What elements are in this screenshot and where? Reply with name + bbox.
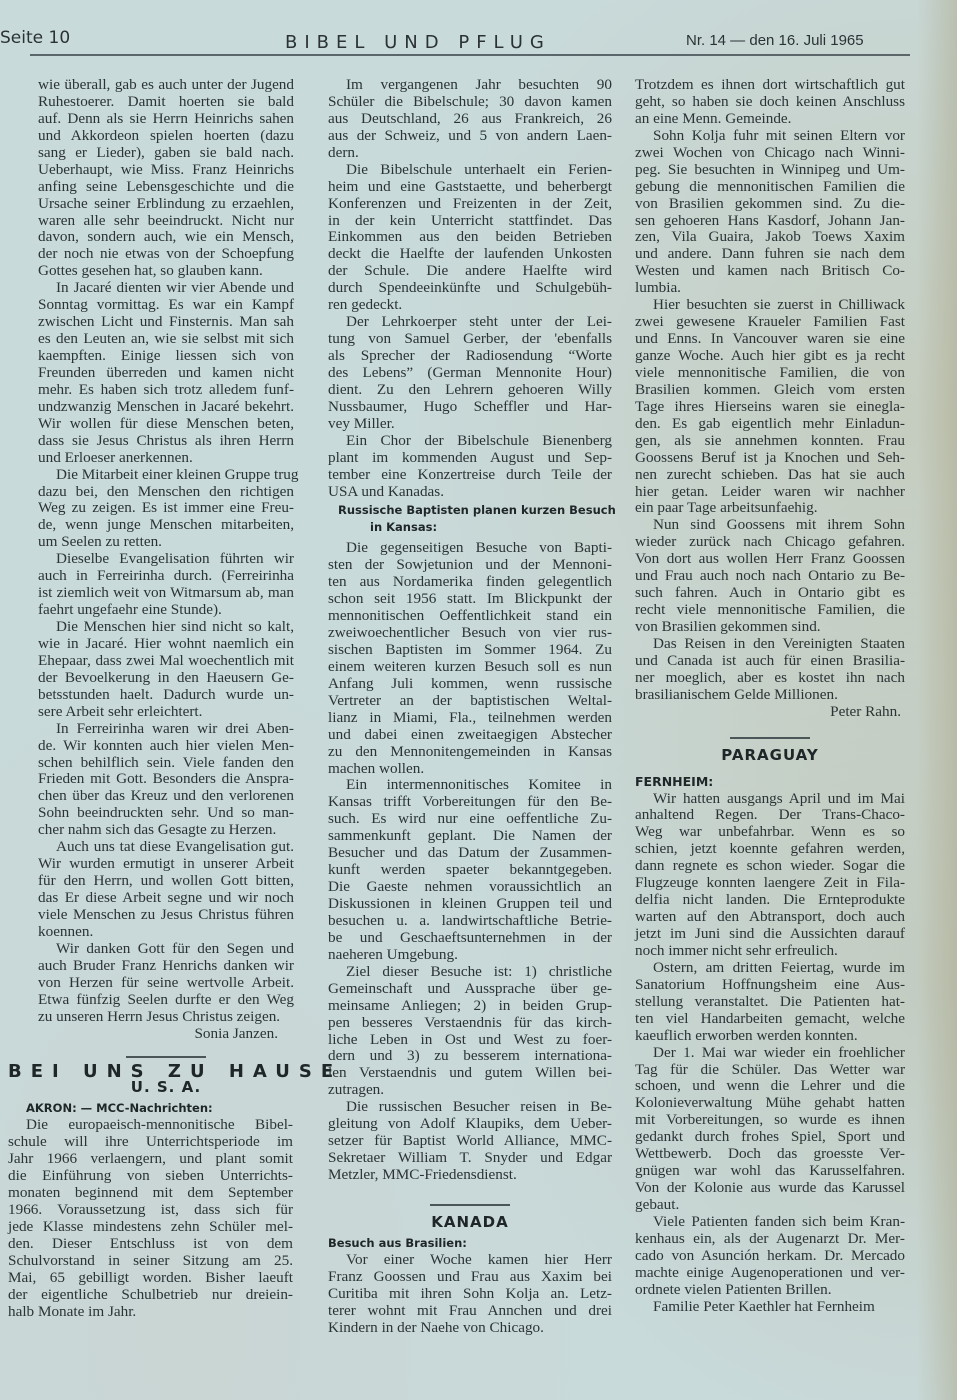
text-line: des Lebens” (German Mennonite Hour) — [328, 363, 612, 381]
text-line: Konferenzen und Freizenten in der Zeit, — [328, 194, 612, 212]
text-line: Trotzdem es ihnen dort wirtschaftlich gut — [635, 76, 905, 93]
text-line: cado von Asunción herkam. Dr. Mercado — [635, 1246, 905, 1264]
text-line: dern und 3) zu besserem internationa- — [328, 1047, 612, 1065]
text-line: setzer für Baptist World Alliance, MMC- — [328, 1132, 612, 1150]
text-line: Weg war unbefahrbar. Wenn es so — [635, 823, 905, 841]
text-line: Metzler, MMC-Friedensdienst. — [328, 1166, 517, 1184]
text-line: undzwanzig Menschen in Jacaré bekehrt. — [38, 397, 294, 415]
text-line: um Seelen zu retten. — [38, 533, 162, 551]
text-line: kaeuflich erworben werden konnten. — [635, 1026, 858, 1044]
text-line: be und Geschaeftsunternehmen in der — [328, 928, 612, 946]
text-line: lianz in Miami, Fla., teilnehmen werden — [328, 708, 612, 726]
text-line: noch immer nicht sehr erfreulich. — [635, 941, 838, 959]
text-line: Nussbaumer, Hugo Scheffler und Har- — [328, 397, 612, 415]
text-line: auf. Denn als sie Herrn Heinrichs sahen — [38, 109, 294, 127]
text-line: sammenkunft geplant. Die Namen der — [328, 827, 612, 845]
subhead-besuch-aus-brasilien: Besuch aus Brasilien: — [328, 1235, 467, 1250]
text-line: anhaltend Regen. Der Trans-Chaco- — [635, 806, 905, 824]
text-line: ordnete vielen Patienten Brillen. — [635, 1280, 832, 1298]
text-line: ein paar Tage arbeitsunfaehig. — [635, 499, 818, 517]
text-line: Franz Goossen und Frau aus Xaxim bei — [328, 1267, 612, 1285]
section-subtitle-usa: U. S. A. — [130, 1078, 202, 1097]
text-line: schule will ihre Unterrichtsperiode im — [8, 1133, 293, 1151]
section-title-bei-uns-zu-hause: BEI UNS ZU HAUSE — [8, 1061, 343, 1083]
text-line: ner moeglich, aber es kostet ihn nach — [635, 668, 905, 686]
text-line: zwei gewesene Kraueler Familien Fast — [635, 313, 905, 331]
text-line: machte einige Augenoperationen und ver- — [635, 1263, 905, 1281]
text-line: Familie Peter Kaethler hat Fernheim — [653, 1297, 875, 1315]
text-line: gedankt durch frohes Spiel, Sport und — [635, 1128, 905, 1146]
text-line: und Frau auch noch nach Ontario zu Be- — [635, 567, 905, 585]
text-line: Flugzeuge konnten laengere Zeit in Fila- — [635, 874, 905, 892]
text-line: ten aus Nordamerika finden gelegentlich — [328, 573, 612, 591]
text-line: delfia nicht landen. Die Ernteprodukte — [635, 891, 905, 909]
text-line: Frieden mit Gott. Besonders die Anspra- — [38, 770, 294, 788]
text-line: kaempften. Einige liessen sich von — [38, 347, 294, 364]
text-line: Ziel dieser Besuche ist: 1) christliche — [346, 962, 612, 980]
text-line: kunft werden spaeter bekanntgegeben. — [328, 861, 612, 879]
text-line: als Sprecher der Radiosendung “Worte — [328, 347, 612, 364]
text-line: de, wenn junge Menschen mitarbeiten, — [38, 516, 294, 534]
text-line: peg. Sie besuchten in Winnipeg und Um- — [635, 160, 905, 178]
text-line: machen wollen. — [328, 759, 425, 777]
text-line: schon seit 1956 statt. Im Blickpunkt der — [328, 590, 612, 608]
text-line: Brasilien kommen. Gleich vom ersten — [635, 380, 905, 398]
text-line: Kolonieverwaltung Mühe gehabt hatten — [635, 1094, 905, 1112]
text-line: Ehepaar, dass zwei Mal woechentlich mit — [38, 651, 294, 669]
text-line: davon, sondern auch, wie ein Mensch, — [38, 228, 294, 246]
text-line: lumbia. — [635, 279, 681, 297]
text-line: Die Menschen hier sind nicht so kalt, — [56, 618, 294, 635]
text-line: schien, jetzt koennte gefahren werden, — [635, 840, 905, 858]
text-line: geht, so haben sie doch keinen Anschluss — [635, 92, 905, 110]
text-line: Hier besuchten sie zuerst in Chilliwack — [653, 296, 905, 314]
text-line: Sekretaer William T. Snyder und Edgar — [328, 1149, 612, 1167]
text-line: Schulvorstand in seiner Sitzung am 25. — [8, 1251, 293, 1269]
text-line: USA und Kanadas. — [328, 482, 445, 500]
text-line: such. Es wird nur eine oeffentliche Zu- — [328, 810, 612, 828]
text-line: und Erloeser anerkennen. — [38, 448, 193, 466]
text-line: Wir hatten ausgangs April und im Mai — [653, 789, 905, 807]
text-line: Gemeinschaft und Aussprache über ge- — [328, 979, 612, 997]
text-line: Anfang Juli kommen, wenn russische — [328, 674, 612, 692]
text-line: zu unseren Herrn Jesus Christus zeigen. — [38, 1007, 281, 1025]
page-number: Seite 10 — [0, 28, 71, 48]
text-line: Diskussionen in kleinen Gruppen teil und — [328, 895, 612, 913]
text-line: 1966. Voraussetzung ist, dass sich für — [8, 1200, 293, 1218]
text-line: Dieselbe Evangelisation führten wir — [56, 550, 294, 568]
text-line: gleitung von Adolf Klaupiks, dem Ueber- — [328, 1115, 612, 1133]
section-separator — [730, 737, 810, 739]
text-line: Die russischen Besucher reisen in Be- — [346, 1098, 612, 1116]
text-line: sischen Baptisten im Sommer 1964. Zu — [328, 640, 612, 658]
page-header — [0, 24, 957, 64]
text-line: Tag für die Schüler. Das Wetter war — [635, 1060, 905, 1078]
text-line: auch in Ferreirinha durch. (Ferreirinha — [38, 567, 294, 585]
text-line: wie in Jacaré. Hier wohnt naemlich ein — [38, 634, 294, 652]
text-line: gebung die mennonitischen Familien die — [635, 177, 905, 195]
text-line: Der Lehrkoerper steht unter der Lei- — [346, 313, 612, 331]
text-line: zweiwoechentlicher Besuch von vier rus- — [328, 624, 612, 642]
text-line: faehrt ungefaehr eine Stunde). — [38, 601, 222, 619]
left-column — [8, 76, 343, 1321]
text-line: Tage ihres Hierseins waren sie einegla- — [635, 397, 905, 415]
text-line: wie überall, gab es auch unter der Jugend — [38, 76, 294, 93]
section-separator — [126, 1056, 206, 1058]
text-line: cher nahm sich das Gesagte zu Herzen. — [38, 821, 277, 839]
text-line: gebaut. — [635, 1196, 680, 1214]
text-line: zen, Vila Guaira, Jakob Toews Xaxim — [635, 228, 905, 246]
section-separator — [430, 1204, 510, 1206]
text-line: warten auf den Abtransport, doch auch — [635, 908, 905, 926]
text-line: Mai, 65 gebilligt worden. Bisher laeuft — [8, 1268, 293, 1286]
text-line: mehr. Es haben sich trotz alledem funf- — [38, 380, 294, 398]
text-line: Sonntag vormittag. Es war ein Kampf — [38, 296, 294, 314]
text-line: Kansas trifft Vorbereitungen für den Be- — [328, 793, 612, 811]
text-line: und Akkordeon spielen hoerten (dazu — [38, 126, 294, 144]
text-line: Etwa fünfzig Seelen durfte er den Weg — [38, 990, 294, 1008]
text-line: zutragen. — [328, 1081, 385, 1099]
text-line: durch Spendeeinkünfte und Schulgebüh- — [328, 279, 612, 297]
text-line: viele mennonitische Familien, die von — [635, 363, 905, 381]
text-line: sen gehoeren Hans Kasdorf, Johann Jan- — [635, 211, 905, 229]
text-line: heim und eine Gaststaette, und beherbergt — [328, 177, 612, 195]
text-line: Nun sind Goossens mit ihrem Sohn — [653, 516, 905, 534]
text-line: tember eine Konzertreise durch Teile der — [328, 465, 612, 483]
text-line: in der kein Unterricht stattfindet. Das — [328, 211, 612, 229]
text-line: zu den Mennonitengemeinden in Kansas — [328, 742, 612, 760]
text-line: Vertreter an der baptistischen Weltal- — [328, 691, 612, 709]
text-line: Von der Kolonie aus wurde das Karussel — [635, 1179, 905, 1197]
text-line: von Brasilien gekommen sind. Zu die- — [635, 194, 905, 212]
text-line: jede Klasse mindestens zehn Schüler mel- — [8, 1217, 293, 1235]
text-line: einem weiteren kurzen Besuch soll es nun — [328, 657, 612, 675]
text-line: für den Herrn, und wollen Gott bitten, — [38, 872, 294, 890]
text-line: ist ziemlich weit von Witmarsum ab, man — [38, 584, 294, 602]
subhead-fernheim: FERNHEIM: — [635, 773, 714, 789]
text-line: schen behilflich sein. Viele fanden den — [38, 753, 294, 771]
text-line: halb Monate im Jahr. — [8, 1302, 137, 1320]
text-line: Jahr 1966 verlaengern, und plant somit — [8, 1150, 293, 1168]
text-line: viele Menschen zu Jesus Christus führen — [38, 905, 294, 923]
akron-article-body — [8, 1117, 293, 1320]
text-line: an eine Menn. Gemeinde. — [635, 109, 792, 127]
middle-column — [328, 76, 616, 1337]
text-line: de. Wir konnten auch hier vielen Men- — [38, 736, 294, 754]
text-line: kenhaus ein, als der Augenarzt Dr. Mer- — [635, 1229, 905, 1247]
text-line: Wir danken Gott für den Segen und — [56, 939, 294, 957]
text-line: die Einführung von sieben Unterrichts- — [8, 1167, 293, 1185]
text-line: koennen. — [38, 922, 94, 940]
text-line: Sanatorium Hoffnungsheim eine Aus- — [635, 975, 905, 993]
text-line: Sohn Kolja fuhr mit seinen Eltern vor — [653, 126, 905, 144]
text-line: jetzt im Juni sind die Aussichten darauf — [635, 925, 905, 943]
text-line: In Ferreirinha waren wir drei Aben- — [56, 719, 294, 737]
text-line: Vor einer Woche kamen hier Herr — [346, 1250, 612, 1268]
text-line: In Jacaré dienten wir vier Abende und — [56, 279, 294, 297]
text-line: Von dort aus wollen Herr Franz Goossen — [635, 550, 905, 568]
signature-peter-rahn: Peter Rahn. — [830, 702, 901, 720]
text-line: ren gedeckt. — [328, 296, 403, 314]
text-line: tung von Samuel Gerber, der 'ebenfalls — [328, 330, 612, 348]
text-line: vey Miller. — [328, 414, 395, 432]
left-article-body — [38, 76, 299, 1026]
text-line: nen zurecht schieben. Das hat sie auch — [635, 465, 905, 483]
text-line: dazu bei, den Menschen den richtigen — [38, 482, 294, 500]
text-line: plant im kommenden August und Sep- — [328, 448, 612, 466]
text-line: Ruhestoerer. Damit hoerten sie bald — [38, 92, 294, 110]
text-line: Das Reisen in den Vereinigten Staaten — [653, 634, 905, 652]
kanada-article-body — [328, 1252, 612, 1337]
text-line: der Schule. Die andere Haelfte wird — [328, 262, 612, 280]
text-line: und andere. Dann fuhren sie nach dem — [635, 245, 905, 263]
text-line: Einkommen aus den beiden Betrieben — [328, 228, 612, 246]
text-line: auch Bruder Franz Henrichs danken wir — [38, 956, 294, 974]
subhead-in-kansas: in Kansas: — [370, 520, 438, 535]
text-line: Gottes gesehen hat, so glauben kann. — [38, 262, 263, 280]
text-line: zwei Wochen von Chicago nach Winni- — [635, 143, 905, 161]
text-line: Wettbewerb. Doch das groesste Ver- — [635, 1145, 905, 1163]
right-column — [635, 77, 905, 1316]
text-line: sere Arbeit sehr erleichtert. — [38, 702, 203, 720]
text-line: von Herzen für seine wertvolle Arbeit. — [38, 973, 294, 991]
text-line: Der 1. Mai war wieder ein froehlicher — [653, 1043, 905, 1061]
text-line: meinsame Anliegen; 2) in beiden Grup- — [328, 996, 612, 1014]
text-line: monaten beginnend mit dem September — [8, 1184, 293, 1202]
text-line: und dabei einen zweitaegigen Abstecher — [328, 725, 612, 743]
issue-date: Nr. 14 — den 16. Juli 1965 — [686, 32, 864, 49]
text-line: Kindern in der Naehe von Chicago. — [328, 1318, 544, 1336]
text-line: aus der Schweiz, und 5 von andern Laen- — [328, 126, 612, 144]
text-line: Ursache seiner Erblindung zu erzaehlen, — [38, 194, 294, 212]
header-rule — [30, 54, 910, 56]
text-line: liche Leben in Ost und West zu foer- — [328, 1030, 612, 1048]
text-line: Ein intermennonitisches Komitee in — [346, 776, 612, 794]
text-line: Ostern, am dritten Feiertag, wurde im — [653, 958, 905, 976]
fernheim-article-body — [635, 791, 905, 1316]
text-line: dern. — [328, 143, 359, 161]
text-line: Wir wollen für diese Menschen beten, — [38, 414, 294, 432]
text-line: und Enns. In Vancouver waren sie eine — [635, 330, 905, 348]
text-line: anfing seine Lebensgeschichte und die — [38, 177, 294, 195]
text-line: wieder zurück nach Chicago gefahren. — [635, 533, 905, 551]
text-line: Westen und kamen nach Britisch Co- — [635, 262, 905, 280]
text-line: Wir wurden ermutigt in unserer Arbeit — [38, 855, 294, 873]
text-line: Die gegenseitigen Besuche von Bapti- — [346, 539, 612, 557]
masthead-title: BIBEL UND PFLUG — [285, 32, 551, 53]
text-line: zwischen Licht und Finsternis. Man sah — [38, 313, 294, 331]
text-line: besuchen u. a. landwirtschaftliche Betrie- — [328, 911, 612, 929]
text-line: gen, als sie annehmen konnten. Frau — [635, 431, 905, 449]
russian-baptists-article-body — [328, 540, 612, 1184]
text-line: der noch nie etwas von der Schoepfung — [38, 245, 294, 263]
page-edge-shadow — [917, 0, 957, 1400]
text-line: Die Bibelschule unterhaelt ein Ferien- — [346, 160, 612, 178]
bibelschule-article-body — [328, 77, 612, 500]
text-line: chen über das Kreuz und den verlorenen — [38, 787, 294, 805]
text-line: Die Gaeste nehmen voraussichtlich an — [328, 878, 612, 896]
text-line: der Bevoelkerung in den Haeusern Ge- — [38, 668, 294, 686]
text-line: recht viele mennonitische Familien, die — [635, 601, 905, 619]
text-line: mit Vorbereitungen, so wurde es ihnen — [635, 1111, 905, 1129]
text-line: Die Mitarbeit einer kleinen Gruppe trug — [56, 465, 299, 483]
text-line: ganze Woche. Auch hier gibt es ja recht — [635, 347, 905, 364]
text-line: Auch uns tat diese Evangelisation gut. — [56, 838, 294, 856]
text-line: dass sie Jesus Christus als ihren Herrn — [38, 431, 294, 449]
text-line: Sohn beeindruckten sehr. Und so man- — [38, 804, 294, 822]
text-line: Schüler die Bibelschule; 30 davon kamen — [328, 92, 612, 110]
text-line: terer wohnt mit Frau Annchen und drei — [328, 1301, 612, 1319]
subhead-akron: AKRON: — MCC-Nachrichten: — [26, 1101, 213, 1116]
kanada-continued-body — [635, 77, 905, 704]
text-line: hier getan. Leider waren wir nachher — [635, 482, 905, 500]
signature-sonia: Sonia Janzen. — [194, 1024, 278, 1042]
text-line: deckt die Haelfte der laufenden Unkosten — [328, 245, 612, 263]
text-line: Goossens Beruf ist ja Knochen und Seh- — [635, 448, 905, 466]
text-line: das Er diese Arbeit segne und wir noch — [38, 889, 294, 906]
text-line: Freunden überreden und kamen nicht — [38, 363, 294, 381]
text-line: stellung veranstaltet. Die Patienten hat- — [635, 992, 905, 1010]
text-line: und Canada ist auch für einen Brasilia- — [635, 651, 905, 669]
section-title-paraguay: PARAGUAY — [721, 745, 819, 764]
text-line: Im vergangenen Jahr besuchten 90 — [346, 76, 612, 93]
section-title-kanada: KANADA — [431, 1212, 509, 1231]
text-line: naeheren Umgebung. — [328, 945, 458, 963]
text-line: Die europaeisch-mennonitische Bibel- — [26, 1116, 293, 1134]
text-line: waren alle sehr beeindruckt. Nicht nur — [38, 211, 294, 229]
text-line: len Verstaendnis und gutem Willen bei- — [328, 1064, 612, 1082]
text-line: aus Deutschland, 26 aus Frankreich, 26 — [328, 109, 612, 127]
text-line: Weg zu zeigen. Es ist immer eine Freu- — [38, 499, 294, 517]
text-line: der eigentliche Schulbetrieb nur dreiein- — [8, 1285, 293, 1303]
text-line: ten viel Handarbeiten gemacht, welche — [635, 1009, 905, 1027]
text-line: den. Dieser Entschluss ist von dem — [8, 1234, 293, 1252]
text-line: brasilianischem Gelde Millionen. — [635, 685, 838, 703]
text-line: mennonitischen Oeffentlichkeit stand ein — [328, 607, 612, 625]
text-line: gnügen war wohl das Karusselfahren. — [635, 1162, 905, 1180]
text-line: von Brasilien gekommen sind. — [635, 618, 821, 635]
text-line: betsstunden haelt. Dadurch wurde un- — [38, 685, 294, 703]
text-line: dann regnete es schon wieder. Sogar die — [635, 857, 905, 875]
text-line: es den Leuten an, wie sie selbst mit sich — [38, 330, 294, 348]
text-line: Besucher und das Datum der Zusammen- — [328, 844, 612, 862]
text-line: Viele Patienten fanden sich beim Kran- — [653, 1212, 905, 1230]
text-line: schoen, und wenn die Lehrer und die — [635, 1077, 905, 1095]
text-line: such fahren. Auch in Ontario gibt es — [635, 584, 905, 602]
text-line: Ein Chor der Bibelschule Bienenberg — [346, 431, 612, 449]
text-line: Curitiba mit ihren Sohn Kolja an. Letz- — [328, 1284, 612, 1302]
text-line: pen besseres Verstaendnis für das kirch- — [328, 1013, 612, 1031]
text-line: dient. Zu den Lehrern gehoeren Willy — [328, 380, 612, 398]
text-line: sten der Sowjetunion und der Mennoni- — [328, 556, 612, 574]
subhead-russische-baptisten: Russische Baptisten planen kurzen Besuch — [338, 503, 616, 518]
text-line: Ueberhaupt, wie Miss. Franz Heinrichs — [38, 160, 294, 178]
text-line: sang er Lieder), gaben sie bald nach. — [38, 143, 294, 161]
text-line: den. Es gab eigentlich mehr Einladun- — [635, 414, 905, 432]
